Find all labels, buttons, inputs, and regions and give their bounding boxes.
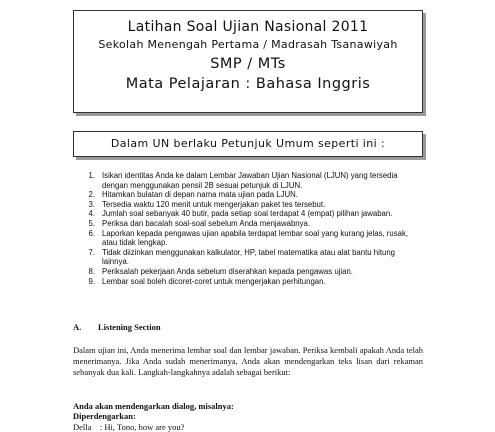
dialog-intro: Anda akan mendengarkan dialog, misalnya: (73, 401, 234, 411)
instructions-box (73, 131, 423, 157)
section-heading (73, 322, 161, 332)
item-text: Hitamkan bulatan di depan nama mata ujian pada LJUN. (102, 190, 298, 200)
list-item (83, 190, 423, 200)
item-text: Periksa dan bacalah soal-soal sebelum Anda menjawabnya. (102, 218, 311, 228)
item-number: 6. (88, 228, 95, 238)
list-item (83, 277, 423, 287)
instructions-title: Dalam UN berlaku Petunjuk Umum seperti ini : (110, 137, 386, 150)
list-item (83, 209, 423, 219)
section-title: Listening Section (98, 322, 161, 332)
intro-paragraph: Dalam ujian ini, Anda menerima lembar soal dan lembar jawaban. Periksa kembali apakah Anda telah menerimanya. Jika Anda sudah menerimanya, Anda akan mendengarkan teks lisan dari rekaman sebanyak dua kali. Langkah-langkahnya adalah sebagai berikut: (73, 345, 423, 378)
section-letter: A. (73, 322, 82, 332)
exam-title: Latihan Soal Ujian Nasional 2011 (127, 19, 369, 35)
item-text: Tidak diizinkan menggunakan kalkulator, HP, tabel matematika atau alat bantu hitung lainnya. (102, 247, 395, 267)
item-text: Isikan identitas Anda ke dalam Lembar Jawaban Ujian Nasional (LJUN) yang tersedia dengan menggunakan pensil 2B sesuai petunjuk di LJUN. (102, 171, 398, 190)
list-item (83, 200, 423, 210)
item-number: 4. (88, 209, 95, 219)
school-level: Sekolah Menengah Pertama / Madrasah Tsanawiyah (98, 38, 398, 51)
item-number: 2. (88, 190, 95, 200)
item-text: Periksalah pekerjaan Anda sebelum diserahkan kepada pengawas ujian. (102, 266, 353, 276)
list-item (83, 267, 423, 277)
item-text: Laporkan kepada pengawas ujian apabila terdapat lembar soal yang kurang jelas, rusak, atau tidak lengkap. (102, 228, 409, 248)
item-number: 7. (88, 247, 95, 257)
item-number: 3. (88, 199, 95, 209)
list-item (83, 229, 423, 248)
school-abbrev: SMP / MTs (210, 56, 286, 72)
item-number: 8. (88, 266, 95, 276)
dialog-line: Della : Hi, Tono, how are you? (73, 422, 185, 432)
item-number: 5. (88, 218, 95, 228)
title-box (73, 10, 423, 113)
item-number: 1. (88, 171, 95, 180)
item-text: Jumlah soal sebanyak 40 butir, pada setiap soal terdapat 4 (empat) pilihan jawaban. (102, 209, 393, 219)
item-text: Tersedia waktu 120 menit untuk mengerjakan paket tes tersebut. (102, 199, 326, 209)
list-item (83, 171, 423, 190)
played-label: Diperdengarkan: (73, 411, 136, 421)
list-item (83, 248, 423, 267)
subject-title: Mata Pelajaran : Bahasa Inggris (125, 76, 371, 92)
item-text: Lembar soal boleh dicoret-coret untuk mengerjakan perhitungan. (102, 276, 326, 286)
item-number: 9. (88, 276, 95, 286)
list-item (83, 219, 423, 229)
rules-list (83, 171, 423, 286)
